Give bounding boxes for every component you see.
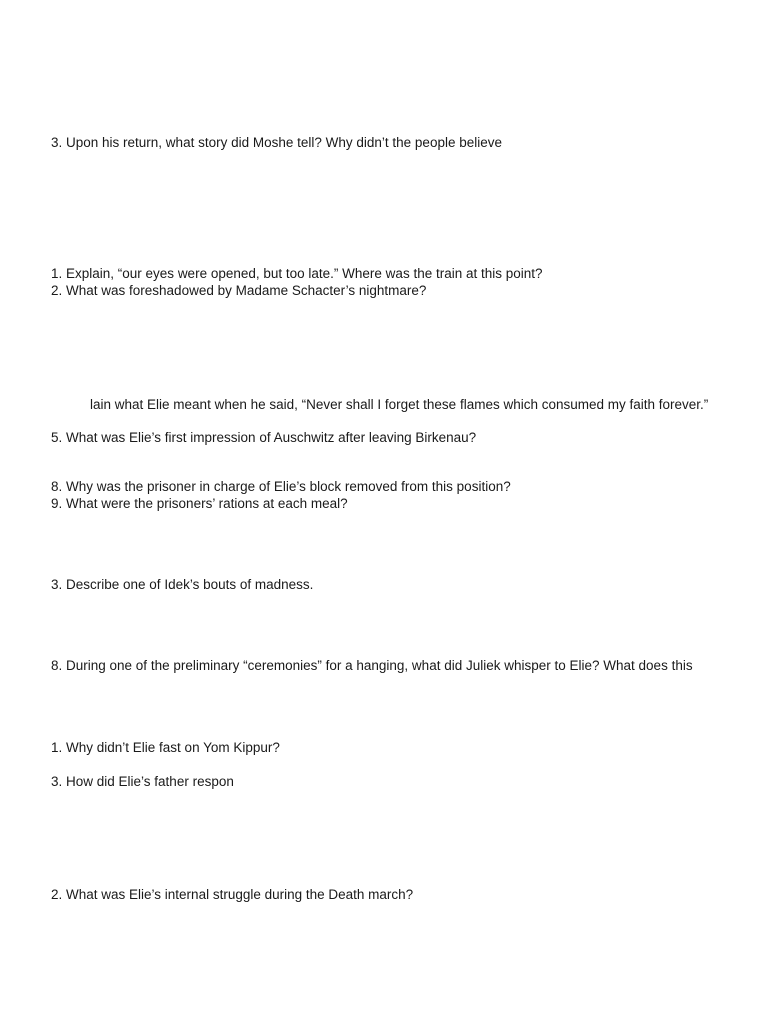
question-yom-kippur: 1. Why didn’t Elie fast on Yom Kippur? [51, 740, 280, 755]
question-madame-schacter: 2. What was foreshadowed by Madame Schacter’s nightmare? [51, 283, 427, 298]
question-block-prisoner: 8. Why was the prisoner in charge of Elie’s block removed from this position? [51, 479, 511, 494]
question-idek-madness: 3. Describe one of Idek’s bouts of madness. [51, 577, 314, 592]
question-auschwitz-impression: 5. What was Elie’s first impression of Auschwitz after leaving Birkenau? [51, 430, 477, 445]
question-rations: 9. What were the prisoners’ rations at each meal? [51, 496, 348, 511]
question-father-respond: 3. How did Elie’s father respon [51, 774, 234, 789]
question-moshe-story: 3. Upon his return, what story did Moshe tell? Why didn’t the people believe [51, 135, 502, 150]
question-eyes-opened: 1. Explain, “our eyes were opened, but too late.” Where was the train at this point? [51, 266, 543, 281]
question-juliek-whisper: 8. During one of the preliminary “ceremonies” for a hanging, what did Juliek whisper to Elie? What does this [51, 658, 693, 673]
question-death-march: 2. What was Elie’s internal struggle during the Death march? [51, 887, 414, 902]
question-never-shall-i-forget: lain what Elie meant when he said, “Never shall I forget these flames which consumed my faith forever.” [90, 397, 709, 412]
